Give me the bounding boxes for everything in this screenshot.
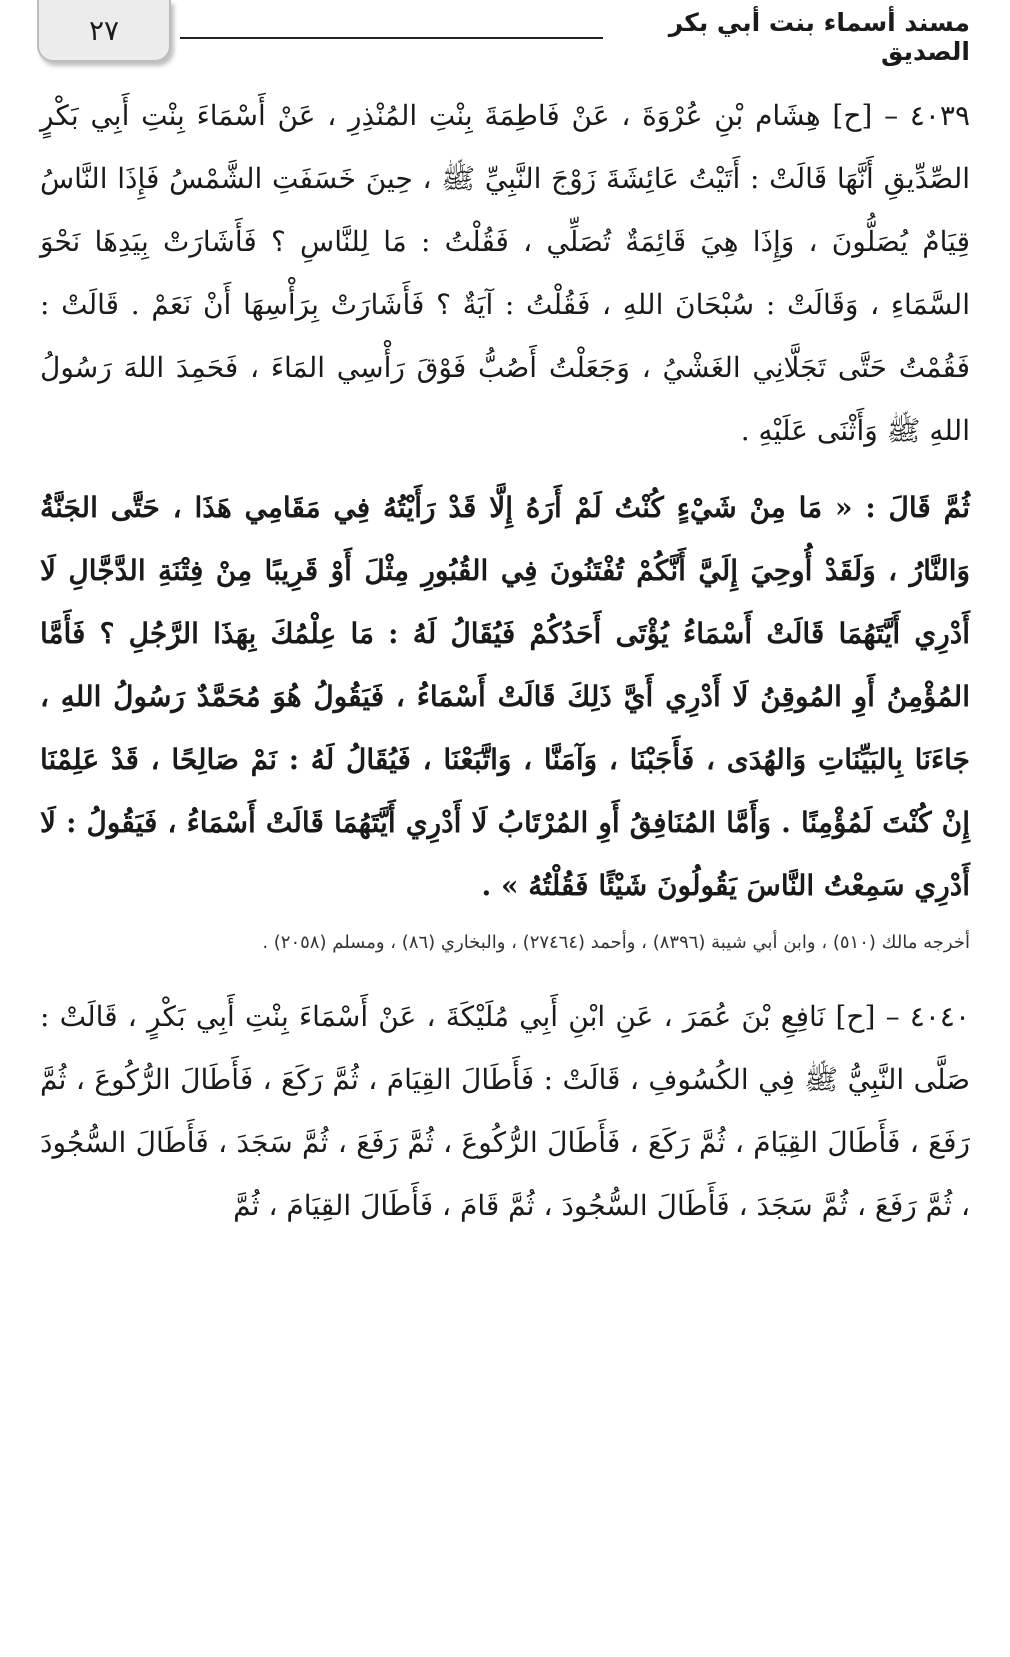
hadith-4039-continuation: ثُمَّ قَالَ : « مَا مِنْ شَيْءٍ كُنْتُ لَمْ أَرَهُ إِلَّا قَدْ رَأَيْتُهُ فِي مَقَامِي هَذَا ، حَتَّى الجَنَّةُ وَالنَّارُ ، وَلَقَدْ أُوحِيَ إِلَيَّ أَنَّكُمْ تُفْتَنُونَ فِي القُبُورِ مِثْلَ أَوْ قَرِيبًا مِنْ فِتْنَةِ الدَّجَّالِ لَا أَدْرِي أَيَّتَهُمَا قَالَتْ أَسْمَاءُ يُؤْتَى أَحَدُكُمْ فَيُقَالُ لَهُ : مَا عِلْمُكَ بِهَذَا الرَّجُلِ ؟ فَأَمَّا المُؤْمِنُ أَوِ المُوقِنُ لَا أَدْرِي أَيَّ ذَلِكَ قَالَتْ أَسْمَاءُ ، فَيَقُولُ هُوَ مُحَمَّدٌ رَسُولُ اللهِ ، جَاءَنَا بِالبَيِّنَاتِ وَالهُدَى ، فَأَجَبْنَا ، وَآمَنَّا ، وَاتَّبَعْنَا ، فَيُقَالُ لَهُ : نَمْ صَالِحًا ، قَدْ عَلِمْنَا إِنْ كُنْتَ لَمُؤْمِنًا . وَأَمَّا المُنَافِقُ أَوِ المُرْتَابُ لَا أَدْرِي أَيَّتَهُمَا قَالَتْ أَسْمَاءُ ، فَيَقُولُ : لَا أَدْرِي سَمِعْتُ النَّاسَ يَقُولُونَ شَيْئًا فَقُلْتُهُ » . bbox=[40, 491, 970, 902]
page-body bbox=[40, 84, 970, 1237]
paragraph-gap bbox=[40, 462, 970, 468]
hadith-text: – [ح] هِشَام بْنِ عُرْوَةَ ، عَنْ فَاطِمَةَ بِنْتِ المُنْذِرِ ، عَنْ أَسْمَاءَ بِنْتِ أَبِي بَكْرٍ الصِّدِّيقِ أَنَّهَا قَالَتْ : أَتَيْتُ عَائِشَةَ زَوْجَ النَّبِيِّ ﷺ ، حِينَ خَسَفَتِ الشَّمْسُ فَإِذَا النَّاسُ قِيَامٌ يُصَلُّونَ ، وَإِذَا هِيَ قَائِمَةٌ تُصَلِّي ، فَقُلْتُ : مَا لِلنَّاسِ ؟ فَأَشَارَتْ بِيَدِهَا نَحْوَ السَّمَاءِ ، وَقَالَتْ : سُبْحَانَ اللهِ ، فَقُلْتُ : آيَةٌ ؟ فَأَشَارَتْ بِرَأْسِهَا أَنْ نَعَمْ . قَالَتْ : فَقُمْتُ حَتَّى تَجَلَّانِي الغَشْيُ ، وَجَعَلْتُ أَصُبُّ فَوْقَ رَأْسِي المَاءَ ، فَحَمِدَ اللهَ رَسُولُ اللهِ ﷺ وَأَثْنَى عَلَيْهِ . bbox=[40, 99, 970, 447]
page-number: ٢٧ bbox=[88, 13, 120, 47]
hadith-4039 bbox=[40, 84, 970, 462]
hadith-number: ٤٠٤٠ bbox=[909, 1000, 970, 1033]
takhrij-note: أخرجه مالك (٥١٠) ، وابن أبي شيبة (٨٣٩٦) ، وأحمد (٢٧٤٦٤) ، والبخاري (٨٦) ، ومسلم (٢٠٥٨) . bbox=[262, 932, 970, 953]
page-header bbox=[0, 0, 1010, 70]
running-title: مسند أسماء بنت أبي بكر الصديق bbox=[668, 8, 970, 66]
hadith-number: ٤٠٣٩ bbox=[909, 99, 970, 132]
page-number-tab bbox=[37, 0, 171, 62]
hadith-text: – [ح] نَافِعِ بْنَ عُمَرَ ، عَنِ ابْنِ أَبِي مُلَيْكَةَ ، عَنْ أَسْمَاءَ بِنْتِ أَبِي بَكْرٍ ، قَالَتْ : صَلَّى النَّبِيُّ ﷺ فِي الكُسُوفِ ، قَالَتْ : فَأَطَالَ القِيَامَ ، ثُمَّ رَكَعَ ، فَأَطَالَ الرُّكُوعَ ، ثُمَّ رَفَعَ ، فَأَطَالَ القِيَامَ ، ثُمَّ رَكَعَ ، فَأَطَالَ الرُّكُوعَ ، ثُمَّ رَفَعَ ، ثُمَّ سَجَدَ ، فَأَطَالَ السُّجُودَ ، ثُمَّ رَفَعَ ، ثُمَّ سَجَدَ ، فَأَطَالَ السُّجُودَ ، ثُمَّ قَامَ ، فَأَطَالَ القِيَامَ ، ثُمَّ bbox=[40, 1000, 970, 1222]
hadith-4040 bbox=[40, 985, 970, 1237]
header-rule bbox=[180, 37, 603, 39]
